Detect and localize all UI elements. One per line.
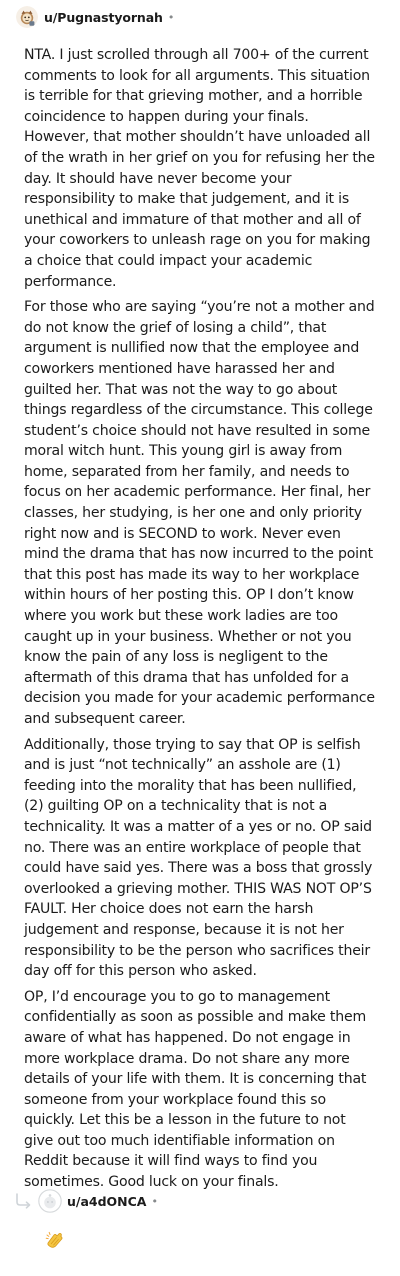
- comment-body: [24, 45, 376, 1198]
- snoo-avatar-icon: [16, 6, 38, 28]
- meta-separator: •: [151, 1194, 158, 1208]
- comment-paragraph: Additionally, those trying to say that OP is selfish and is just “not technically” an asshole are (1) feeding into the morality that has been nullified, (2) guilting OP on a technicality that is not a technicality. It was a matter of a yes or no. OP said no. There was an entire workplace of people that could have said yes. There was a boss that grossly overlooked a grieving mother. THIS WAS NOT OP’S FAULT. Her choice does not earn the harsh judgement and response, because it is not her responsibility to be the person who sacrifices their day off for this person who asked.: [24, 736, 373, 980]
- reply-author[interactable]: u/a4dONCA: [67, 1193, 147, 1209]
- reply-thread-arrow-icon: [14, 1193, 34, 1209]
- default-avatar-icon: [38, 1189, 62, 1213]
- comment-header: [16, 5, 174, 29]
- comment-paragraph: OP, I’d encourage you to go to management confidentially as soon as possible and make them aware of what has happened. Do not engage in more workplace drama. Do not share any more details of your life with them. It is concerning that someone from your workplace found this so quickly. Let this be a lesson in the future to not give out too much identifiable information on Reddit because it will find ways to find you sometimes. Good luck on your finals.: [24, 988, 367, 1191]
- comment-paragraph: For those who are saying “you’re not a mother and do not know the grief of losing a child”, that argument is nullified now that the employee and coworkers mentioned have harassed her and guilted her. That was not the way to go about things regardless of the circumstance. This college student’s choice should not have resulted in some moral witch hunt. This young girl is away from home, separated from her family, and needs to focus on her academic performance. Her final, her classes, her studying, is her one and only priority right now and is SECOND to work. Never even mind the drama that has now incurred to the point that this post has made its way to her workplace within hours of her posting this. OP I don’t know where you work but these work ladies are too caught up in your business. Whether or not you know the pain of any loss is negligent to the aftermath of this drama that has unfolded for a decision you made for your academic performance and subsequent career.: [24, 299, 375, 727]
- comment-paragraph: NTA. I just scrolled through all 700+ of the current comments to look for all arguments. This situation is terrible for that grieving mother, and a horrible coincidence to happen during your finals. However, that mother shouldn’t have unloaded all of the wrath in her grief on you for refusing her the day. It should have never become your responsibility to make that judgement, and it is unethical and immature of that mother and all of your coworkers to unleash rage on you for making a choice that could impact your academic performance.: [24, 47, 375, 290]
- user-avatar[interactable]: [16, 6, 38, 28]
- reply-user-avatar[interactable]: [38, 1189, 62, 1213]
- reply-header: [14, 1187, 158, 1215]
- meta-separator: •: [167, 10, 175, 24]
- comment-author[interactable]: u/Pugnastyornah: [44, 9, 163, 25]
- clapping-hands-icon: [44, 1229, 66, 1251]
- reply-body: [44, 1229, 68, 1251]
